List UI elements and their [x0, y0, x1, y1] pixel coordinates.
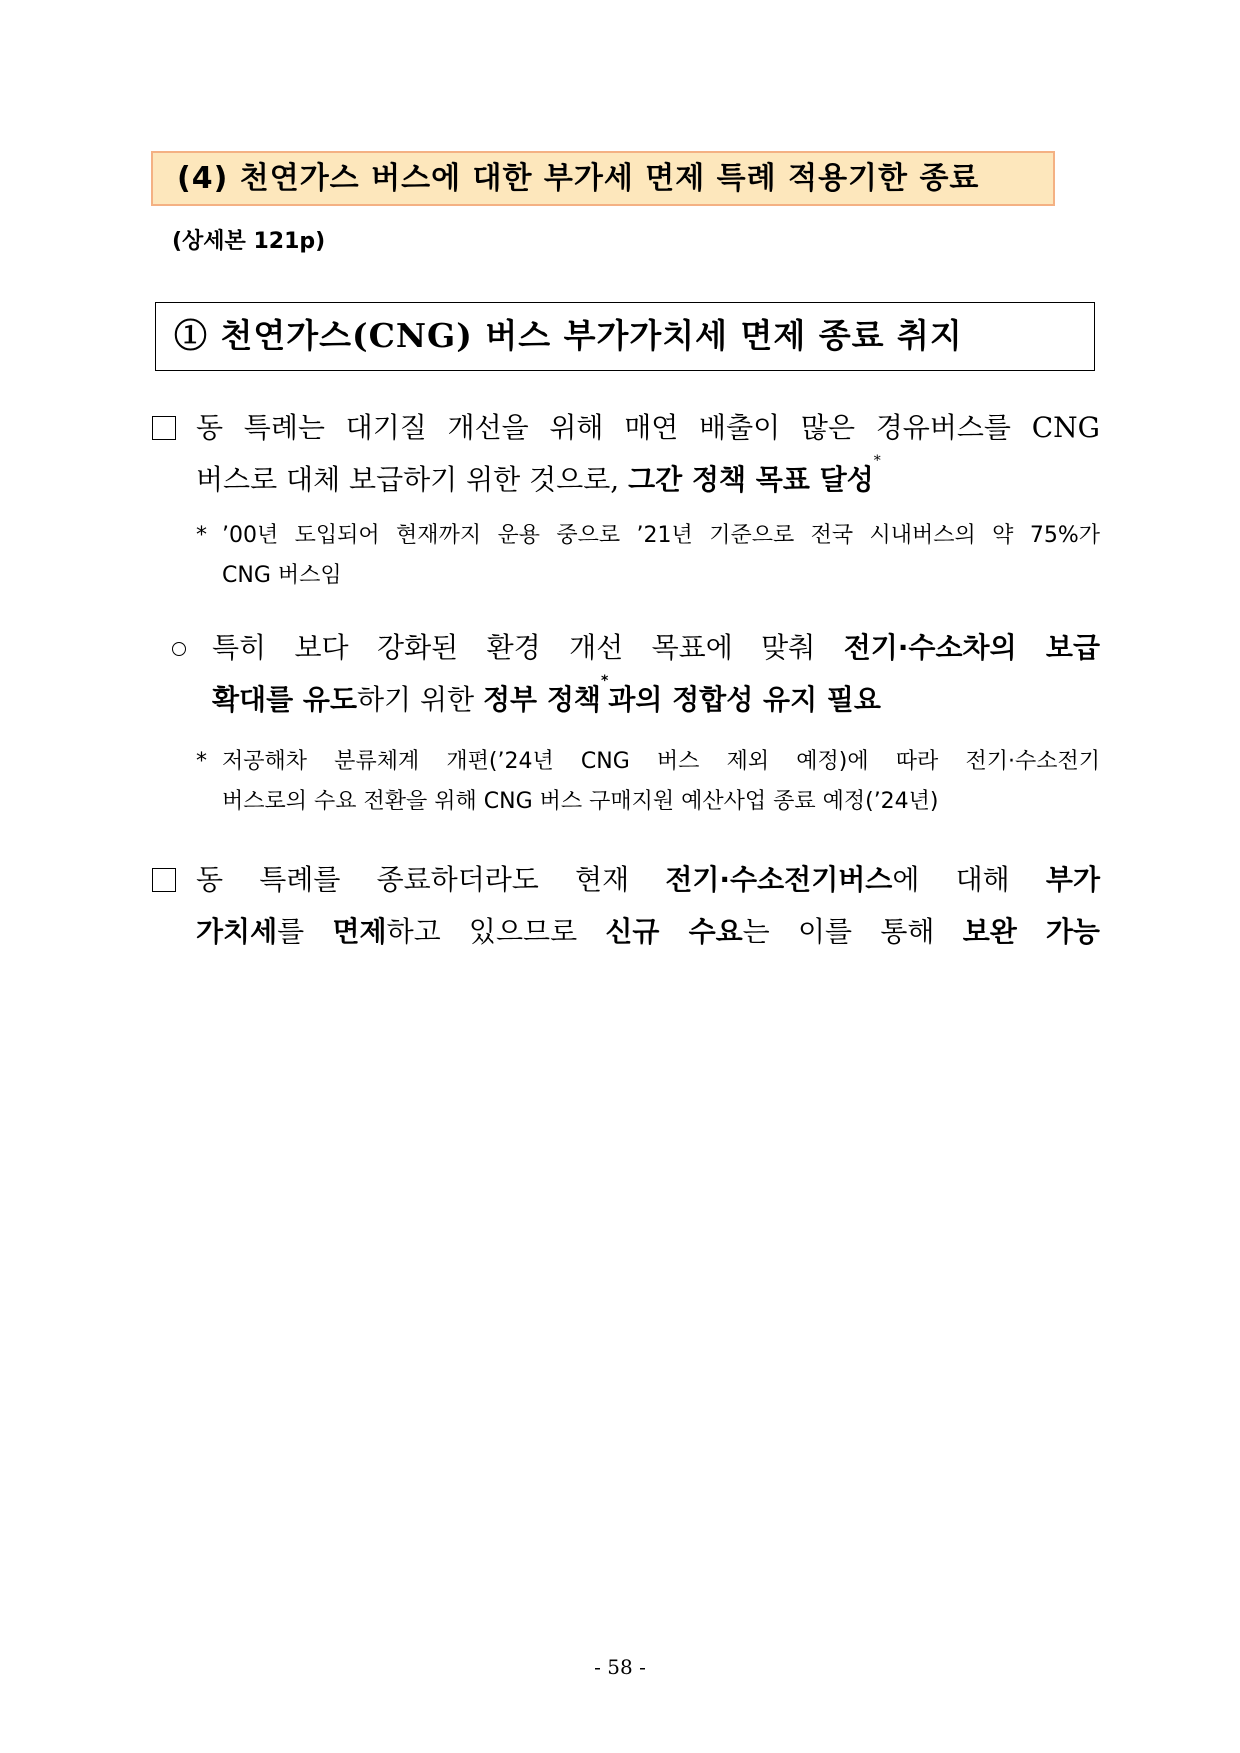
footnote-mark: *	[600, 673, 609, 689]
paragraph-3-bold-6: 보완 가능	[962, 915, 1100, 948]
paragraph-2-line-1	[212, 622, 1100, 674]
paragraph-3-text-5: 는 이를 통해	[742, 915, 963, 948]
paragraph-3-bold-3: 가치세	[196, 915, 278, 948]
paragraph-3-text-2: 에 대해	[892, 863, 1046, 896]
note-2-line-2: 버스로의 수요 전환을 위해 CNG 버스 구매지원 예산사업 종료 예정(’24년)	[222, 789, 939, 814]
paragraph-1-line-1: 동 특례는 대기질 개선을 위해 매연 배출이 많은 경유버스를 CNG	[196, 411, 1100, 444]
circle-bullet-icon	[172, 642, 186, 656]
paragraph-2-line-1-text: 특히 보다 강화된 환경 개선 목표에 맞춰	[212, 631, 844, 664]
checkbox-bullet-icon	[152, 868, 176, 892]
paragraph-2-line-2-bold-1: 확대를 유도	[212, 683, 357, 716]
note-2	[196, 742, 1100, 822]
note-1	[196, 516, 1100, 596]
note-2-marker: *	[196, 749, 207, 774]
paragraph-2-line-2-text: 하기 위한	[357, 683, 483, 716]
note-1-marker: *	[196, 523, 207, 548]
paragraph-3-text-4: 하고 있으므로	[386, 915, 606, 948]
paragraph-2-line-2-bold-2: 정부 정책	[483, 683, 601, 716]
note-2-line-1: 저공해차 분류체계 개편(’24년 CNG 버스 제외 예정)에 따라 전기·수소전기	[222, 749, 1100, 774]
page-number: - 58 -	[594, 1655, 646, 1679]
section-reference: (상세본 121p)	[172, 229, 326, 254]
note-1-line-1: ’00년 도입되어 현재까지 운용 중으로 ’21년 기준으로 전국 시내버스의 약 75%가	[222, 523, 1100, 548]
checkbox-bullet-icon	[152, 416, 176, 440]
section-title: (4) 천연가스 버스에 대한 부가세 면제 특례 적용기한 종료	[151, 151, 1055, 206]
subsection-title: ① 천연가스(CNG) 버스 부가가치세 면제 종료 취지	[155, 302, 1095, 371]
paragraph-3-text-3: 를	[277, 915, 333, 948]
paragraph-3-text-1: 동 특례를 종료하더라도 현재	[196, 863, 666, 896]
paragraph-1	[150, 402, 1100, 506]
paragraph-3-bold-5: 신규 수요	[605, 915, 743, 948]
paragraph-2-line-2-bold-3: 과의 정합성 유지 필요	[608, 683, 881, 716]
paragraph-3	[150, 854, 1100, 958]
paragraph-3-bold-4: 면제	[332, 915, 387, 948]
note-1-line-2: CNG 버스임	[222, 563, 342, 588]
paragraph-3-bold-1: 전기·수소전기버스	[665, 863, 893, 896]
paragraph-1-line-2-text: 버스로 대체 보급하기 위한 것으로,	[196, 463, 629, 496]
paragraph-3-line-1	[196, 854, 1100, 906]
paragraph-3-bold-2: 부가	[1045, 863, 1100, 896]
paragraph-2	[150, 622, 1100, 726]
paragraph-1-line-2-bold: 그간 정책 목표 달성	[628, 463, 874, 496]
paragraph-2-line-1-bold: 전기·수소차의 보급	[843, 631, 1100, 664]
footnote-mark: *	[873, 453, 881, 469]
paragraph-3-line-2	[196, 906, 1100, 958]
